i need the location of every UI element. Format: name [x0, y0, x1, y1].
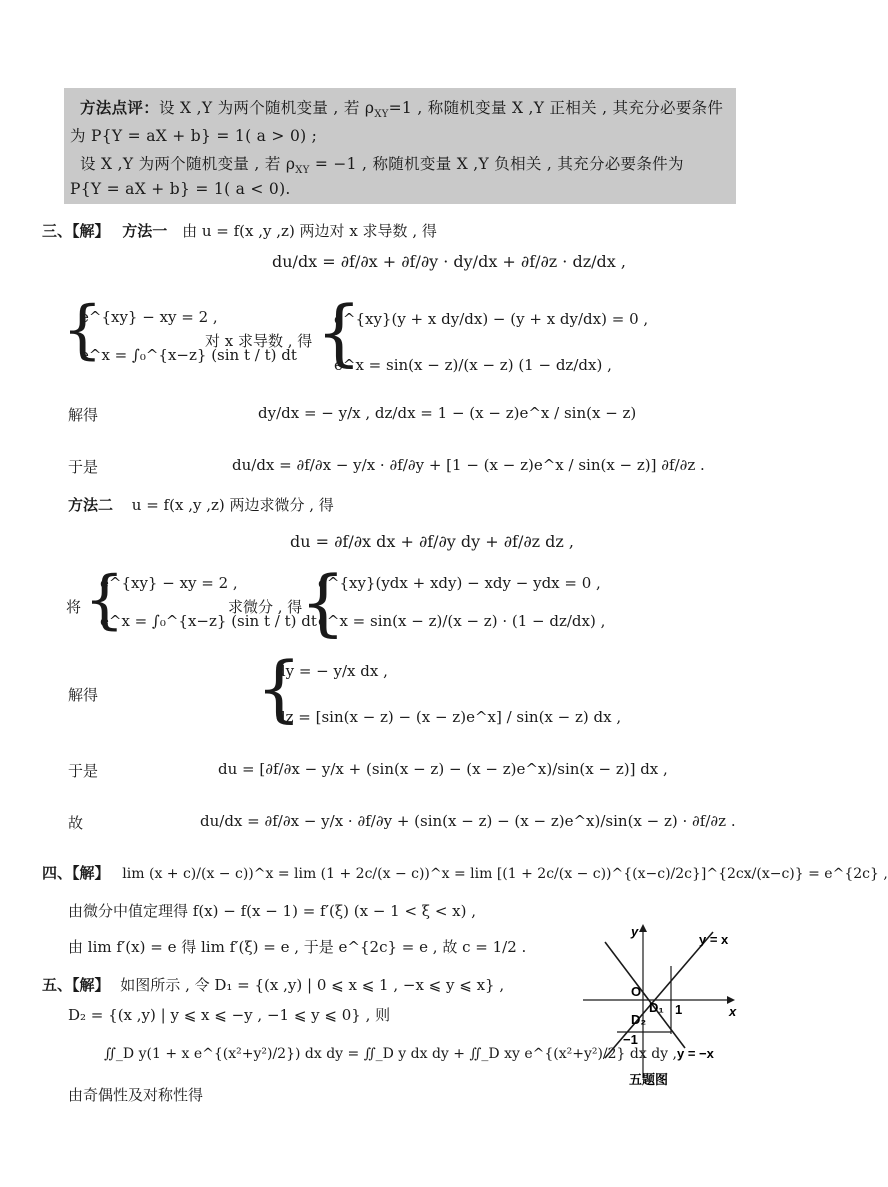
s3-gu: 故 — [68, 814, 84, 832]
s3-sys2-eq-a: e^{xy} − xy = 2 , — [100, 574, 238, 592]
s4-head: 四、【解】 — [42, 864, 110, 882]
s3-sys1-eq-b: e^x = ∫₀^{x−z} (sin t / t) dt — [80, 346, 297, 364]
comment-text-3: 设 X ,Y 为两个随机变量 , 若 ρ — [80, 155, 296, 173]
s3-yushi-2: 于是 — [68, 762, 99, 780]
s3-sys1-eq-c: e^{xy}(y + x dy/dx) − (y + x dy/dx) = 0 , — [334, 310, 649, 328]
s3-sol2-a: dy = − y/x dx , — [276, 662, 388, 680]
s3-sys1-eq-d: e^x = sin(x − z)/(x − z) (1 − dz/dx) , — [334, 356, 612, 374]
comment-sub-3: XY — [295, 165, 310, 177]
s3-sol2-brace: { — [256, 646, 302, 730]
s3-sys2-eq-b: e^x = ∫₀^{x−z} (sin t / t) dt — [100, 612, 317, 630]
s3-jiede-2: 解得 — [68, 686, 99, 704]
comment-text-1b: =1 , 称随机变量 X ,Y 正相关 , 其充分必要条件 — [388, 99, 724, 117]
comment-line-3 — [80, 152, 684, 176]
section-4-line-1 — [42, 862, 888, 883]
s3-sys1-right-brace: { — [316, 290, 362, 374]
s3-eq1: du/dx = ∂f/∂x + ∂f/∂y · dy/dx + ∂f/∂z · dz/dx , — [272, 252, 626, 271]
s5-line-1: 如图所示 , 令 D₁ = {(x ,y) | 0 ⩽ x ⩽ 1 , −x ⩽ y ⩽ x} , — [120, 976, 505, 994]
s3-sys1-mid: 对 x 求导数 , 得 — [205, 332, 313, 350]
s3-sys1-eq-a: e^{xy} − xy = 2 , — [80, 308, 218, 326]
fig-label-y: y — [631, 924, 639, 939]
fig-tick-neg1: −1 — [623, 1032, 638, 1047]
comment-text-1: 设 X ,Y 为两个随机变量 , 若 ρ — [159, 99, 375, 117]
s5-line-2: D₂ = {(x ,y) | y ⩽ x ⩽ −y , −1 ⩽ y ⩽ 0} , 则 — [68, 1006, 391, 1024]
s5-line-4: 由奇偶性及对称性得 — [68, 1086, 204, 1104]
s3-sys2-right-brace: { — [300, 560, 346, 644]
s3-sys2-eq-c: e^{xy}(ydx + xdy) − xdy − ydx = 0 , — [318, 574, 601, 592]
s3-method-1: 方法一 — [122, 222, 168, 240]
s3-jiede-1: 解得 — [68, 406, 99, 424]
s3-res1: du/dx = ∂f/∂x − y/x · ∂f/∂y + [1 − (x − z)e^x / sin(x − z)] ∂f/∂z . — [232, 456, 705, 474]
line-y-equals-x — [605, 932, 713, 1058]
comment-line-2: 为 P{Y = aX + b} = 1( a > 0) ; — [70, 127, 318, 145]
section-3-header — [42, 220, 437, 241]
fig-label-origin: O — [631, 984, 642, 999]
fig-label-x: x — [729, 1004, 737, 1019]
s3-method-2-text: u = f(x ,y ,z) 两边求微分 , 得 — [131, 496, 334, 514]
comment-line-4: P{Y = aX + b} = 1( a < 0). — [70, 180, 291, 198]
s4-line-2: 由微分中值定理得 f(x) − f(x − 1) = f′(ξ) (x − 1 < ξ < x) , — [68, 902, 477, 920]
s5-eq: ∬_D y(1 + x e^{(x²+y²)/2}) dx dy = ∬_D y dx dy + ∬_D xy e^{(x²+y²)/2} dx dy , — [104, 1046, 677, 1062]
s3-eq2: du = ∂f/∂x dx + ∂f/∂y dy + ∂f/∂z dz , — [290, 532, 574, 551]
s3-method-2-line — [68, 494, 334, 515]
s3-jiang: 将 — [66, 598, 82, 616]
fig-label-d1: D₁ — [649, 1000, 664, 1015]
s4-eq: lim (x + c)/(x − c))^x = lim (1 + 2c/(x − c))^x = lim [(1 + 2c/(x − c))^{(x−c)/2c}]^{2cx/(x−c)} = e^{2c} , — [122, 866, 888, 882]
comment-sub-1: XY — [374, 109, 389, 121]
s3-res3: du/dx = ∂f/∂x − y/x · ∂f/∂y + (sin(x − z) − (x − z)e^x)/sin(x − z) · ∂f/∂z . — [200, 812, 736, 830]
s3-sys2-eq-d: e^x = sin(x − z)/(x − z) · (1 − dz/dx) , — [318, 612, 606, 630]
s4-line-3: 由 lim f′(x) = e 得 lim f′(ξ) = e , 于是 e^{2c} = e , 故 c = 1/2 . — [68, 938, 527, 956]
x-axis-arrow-icon — [727, 996, 735, 1004]
s3-head: 三、【解】 — [42, 222, 110, 240]
section-5-line-1 — [42, 974, 504, 995]
s3-method-2: 方法二 — [68, 496, 114, 514]
fig-caption: 五题图 — [629, 1072, 669, 1087]
fig-tick-1: 1 — [675, 1002, 683, 1017]
fig-label-d2: D₂ — [631, 1012, 647, 1027]
s3-yushi-1: 于是 — [68, 458, 99, 476]
fig-label-y-eq-neg-x: y = −x — [677, 1046, 714, 1061]
comment-line-1 — [80, 96, 723, 120]
comment-text-3b: = −1 , 称随机变量 X ,Y 负相关 , 其充分必要条件为 — [309, 155, 684, 173]
s3-res2: du = [∂f/∂x − y/x + (sin(x − z) − (x − z)e^x)/sin(x − z)] dx , — [218, 760, 668, 778]
s3-sys2-mid: 求微分 , 得 — [228, 598, 303, 616]
s5-head: 五、【解】 — [42, 976, 110, 994]
s3-method-1-text: 由 u = f(x ,y ,z) 两边对 x 求导数 , 得 — [182, 222, 437, 240]
y-axis-arrow-icon — [639, 924, 647, 932]
fig-label-y-eq-x: y = x — [699, 932, 729, 947]
comment-label: 方法点评： — [80, 98, 160, 117]
s3-sol2-b: dz = [sin(x − z) − (x − z)e^x] / sin(x − z) dx , — [276, 708, 622, 726]
figure-5 — [575, 920, 745, 1090]
s3-sys1-left-brace: { — [62, 293, 103, 367]
s3-sys2-left-brace: { — [84, 563, 125, 637]
s3-sol1: dy/dx = − y/x , dz/dx = 1 − (x − z)e^x / sin(x − z) — [258, 404, 637, 422]
